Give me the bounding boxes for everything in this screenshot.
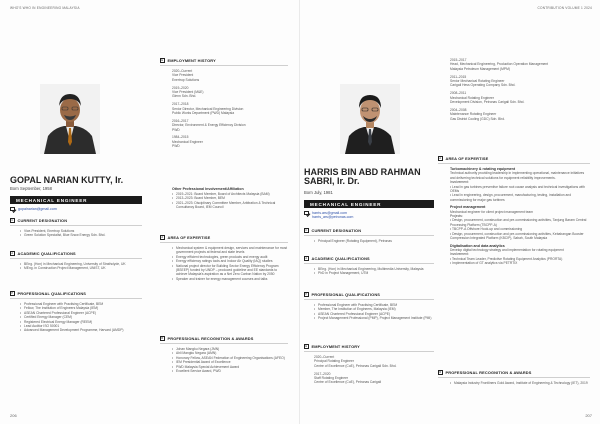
section-current-designation [10, 218, 67, 223]
section-title: PROFESSIONAL RECOGNITION & AWARDS [445, 370, 532, 375]
list-item: • Excellent Service Award, PWD [172, 369, 288, 373]
section-marker: A [161, 236, 164, 239]
expertise-block [450, 167, 590, 202]
employment-entries-continued [450, 58, 590, 124]
section-employment [160, 58, 216, 63]
entry-org: Enertrop Solutions [172, 77, 200, 82]
section-title: AREA OF EXPERTISE [445, 156, 489, 161]
list-item: • Energy efficiency ratings tools and Indoor Air Quality (IAQ) studies [172, 259, 288, 263]
list-item: • 2019–2021: Board Member, Board of Architects Malaysia (BAM) [172, 192, 288, 196]
expertise-heading: Turbomachinery & rotating equipment [450, 167, 516, 171]
expertise-block [450, 244, 590, 266]
expertise-desc: Technical authority providing leadership in implementing operational, maintenance initiatives and delivering technical solutions for equipment reliability improvements. [450, 171, 585, 180]
entry-org: Gas District Cooling (GDC) Sdn. Bhd. [450, 116, 505, 121]
academic-list [20, 262, 140, 271]
list-item: • Energy efficient technologies, green products and energy audit [172, 255, 288, 259]
entry-year: 2004–2008 [450, 107, 467, 112]
expertise-bullet: • Technical Team Leader, Predictive Rotating Equipment Analytics (PRORTA) [450, 256, 563, 261]
entry-org: Public Works Department (PWD) Malaysia [172, 111, 235, 116]
entry-year: 2020–Current [314, 355, 335, 359]
profile-photo [340, 84, 400, 154]
academic-list [314, 267, 432, 276]
entry-role: Head, Mechanical Engineering, Production Operation Management [450, 62, 549, 67]
expertise-heading: Project management [450, 205, 486, 210]
expertise-body [450, 167, 590, 269]
section-expertise [438, 156, 488, 161]
divider [304, 263, 434, 264]
section-academic [304, 256, 370, 261]
divider [438, 163, 590, 164]
expertise-block [450, 205, 590, 240]
recognition-list [450, 381, 590, 385]
list-item: • Mechanical system & equipment design, services and maintenance for most government projects at federal and state levels [172, 246, 288, 255]
expertise-list [172, 246, 288, 281]
entry-role: Staff Rotating Engineer [314, 376, 349, 381]
entry-role: Senior Mechanical Rotating Engineer [450, 79, 505, 84]
expertise-desc: Develop digital technology strategy and implementation for rotating equipment [450, 247, 564, 252]
entry-org: Glenn Sdn. Bhd. [172, 94, 197, 99]
divider [160, 65, 288, 66]
person-name: GOPAL NARIAN KUTTY, Ir. [10, 175, 124, 185]
expertise-bullet: • TBCPP-A Offshore Hook-up and commissioning [450, 227, 523, 232]
list-item: • Registered Electrical Energy Manager (REEM) [20, 320, 138, 324]
entry-org: Malaysia Petroleum Management (MPM) [450, 66, 510, 71]
profile-photo [40, 84, 100, 154]
section-current-designation [304, 228, 361, 233]
employment-entry [314, 372, 432, 385]
list-item: • Professional Engineer with Practising Certificate, BEM [314, 303, 432, 307]
list-item: • 2013–2023: Board Member, BEM [172, 196, 288, 200]
section-professional [10, 291, 86, 296]
employment-entries [314, 355, 432, 388]
birth-info: Born September, 1958 [10, 186, 52, 191]
expertise-bullet: • Design, procurement, construction and pre-commissioning activities, Kebabangan Booster Compression Integrated Platform (KBCIP), Sabah, South Malaysia [450, 231, 584, 241]
list-item: • Certified Energy Manager (CEM) [20, 315, 138, 319]
entry-org: PWD [172, 144, 180, 149]
current-designation-list [314, 239, 432, 243]
entry-year: 2016–2017 [172, 118, 189, 123]
section-marker: P [305, 293, 308, 296]
page-number: 207 [585, 413, 592, 418]
list-item: • 2021–2023: Disciplinary Committee Member, Arbitration & Technical Consultancy Board, IEM Council [172, 201, 288, 210]
expertise-heading: Digitalisation and data analytics [450, 243, 505, 248]
entry-org: PWD [172, 127, 180, 132]
list-item: • Fellow, The Institution of Engineers Malaysia (IEM) [20, 306, 138, 310]
entry-year: 2017–2020 [314, 371, 331, 376]
section-marker: A [305, 257, 308, 260]
list-item: • ASEAN Chartered Professional Engineer (ACPE) [314, 312, 432, 316]
list-item: • Advanced Management Development Programme, Harvard (AMDP) [20, 328, 138, 332]
section-marker: R [161, 337, 164, 340]
section-title: PROFESSIONAL QUALIFICATIONS [17, 291, 87, 296]
section-academic [10, 251, 76, 256]
section-title: ACADEMIC QUALIFICATIONS [17, 251, 76, 256]
email-link[interactable]: gopalnarian@gmail.com [18, 207, 57, 211]
employment-entries [172, 69, 288, 152]
employment-entry [450, 75, 590, 88]
entry-role: Director, Environment & Energy Efficiency Division [172, 123, 246, 128]
entry-org: Centre of Excellence (CoE), Petronas Carigali [314, 380, 382, 385]
portrait-image [40, 84, 100, 154]
email-icon [10, 207, 15, 211]
employment-entry [172, 102, 288, 115]
section-employment [304, 344, 360, 349]
entry-org: Development Division, Petronas Carigali Sdn. Bhd. [450, 100, 525, 105]
running-head: WHO'S WHO IN ENGINEERING MALAYSIA [10, 6, 80, 10]
entry-year: 2008–2011 [450, 91, 467, 96]
list-item: • PWD Malaysia Special Achievement Award [172, 365, 288, 369]
email-links [312, 211, 353, 219]
expertise-desc: Mechanical engineer for client project management team [450, 209, 534, 214]
section-marker: A [11, 252, 14, 255]
entry-year: 2011–2015 [450, 74, 467, 79]
list-item: • BEng. (Hon) in Mechanical Engineering, Multimedia University, Malaysia [314, 267, 432, 271]
divider [10, 225, 142, 226]
divider [10, 298, 142, 299]
entry-role: Vice President (M&E) [172, 90, 204, 95]
section-expertise [160, 235, 210, 240]
employment-entry [450, 58, 590, 71]
role-banner: MECHANICAL ENGINEER [304, 200, 434, 208]
divider [304, 299, 434, 300]
person-name-line1: HARRIS BIN ABD RAHMAN [304, 167, 421, 177]
divider [304, 235, 434, 236]
list-item: • Green Solution Specialist, Blue Snow Energy Sdn. Bhd. [20, 233, 140, 237]
entry-year: 2019–2020 [172, 85, 189, 90]
list-item: • Lead Auditor ISO 50001 [20, 324, 138, 328]
section-professional [304, 292, 380, 297]
employment-entry [172, 86, 288, 99]
birth-info: Born July, 1981 [304, 190, 333, 195]
entry-role: Principal Rotating Engineer [314, 359, 354, 364]
employment-entry [172, 69, 288, 82]
professional-list [314, 303, 432, 321]
current-designation-list [20, 229, 140, 238]
employment-entry [314, 355, 432, 368]
right-page [300, 0, 600, 424]
section-title: ACADEMIC QUALIFICATIONS [311, 256, 370, 261]
list-item: • Ahli Mangku Negara (AMN) [172, 351, 288, 355]
professional-list [20, 302, 138, 333]
entry-year: 1984–2015 [172, 135, 189, 140]
divider [10, 258, 142, 259]
list-item: • Malaysia Industry Frontliners Gold Award, Institute of Engineering & Technology (IET), 2019 [450, 381, 590, 385]
divider [160, 343, 288, 344]
email-row [304, 211, 353, 219]
entry-role: Mechanical Rotating Engineer [450, 95, 494, 100]
other-affiliation-title: Other Professional Involvement/Affiliation [172, 187, 244, 191]
section-title: CURRENT DESIGNATION [311, 228, 362, 233]
section-recognition [438, 370, 532, 375]
section-recognition [160, 336, 254, 341]
list-item: • MEng. in Construction Project Management, UNIST, UK [20, 266, 140, 270]
employment-entry [450, 108, 590, 121]
section-title: PROFESSIONAL RECOGNITION & AWARDS [167, 336, 254, 341]
list-item: • National project director for Building Sector Energy Efficiency Program (BSEEP) funded by UNDP – produced guideline and EE standards to achieve Malaysia's aspiration as a Net Zero Carbon Nation by 2050 [172, 264, 288, 277]
portrait-image [340, 84, 400, 154]
entry-role: Vice President [172, 73, 194, 78]
section-marker: E [161, 59, 164, 62]
list-item: • Johan Mangku Negara (JMN) [172, 347, 288, 351]
list-item: • Vice-President, Enertrop Solutions [20, 229, 140, 233]
list-item: • ASEAN Chartered Professional Engineer (ACPE) [20, 311, 138, 315]
section-marker: C [305, 229, 308, 232]
section-title: EMPLOYMENT HISTORY [311, 344, 360, 349]
section-marker: R [439, 371, 442, 374]
section-title: AREA OF EXPERTISE [167, 235, 211, 240]
expertise-label: Projects: [450, 214, 463, 219]
list-item: • Project Management Professional (PMP), Project Management Institute (PMI) [314, 316, 432, 320]
section-marker: C [11, 219, 14, 222]
section-marker: A [439, 157, 442, 160]
email-icon [304, 211, 309, 215]
section-marker: P [11, 292, 14, 295]
expertise-label: Involvement: [450, 180, 469, 185]
list-item: • IEM Presidential Award of Excellence [172, 360, 288, 364]
entry-role: Senior Director, Mechanical Engineering Division [172, 106, 244, 111]
expertise-bullet: • Design, procurement, construction and pre-commissioning activities, Tanjung Baram Central Processing Platform (TBCPP-A) [450, 218, 587, 227]
expertise-bullet: • Lead in gas turbines preventive failure root cause analysis and technical investigations with OEMs [450, 184, 585, 194]
divider [438, 377, 590, 378]
entry-year: 2015–2017 [450, 58, 467, 62]
person-name-line2: SABRI, Ir. Dr. [304, 176, 360, 187]
divider [160, 242, 288, 243]
entry-org: Centre of Excellence (CoE), Petronas Carigali Sdn. Bhd. [314, 363, 397, 368]
list-item: • PhD in Project Management, UTM [314, 271, 432, 275]
email-row [10, 207, 57, 211]
employment-entry [450, 91, 590, 104]
person-name [304, 168, 421, 187]
employment-entry [172, 135, 288, 148]
list-item: • Speaker and trainer for energy management courses and talks [172, 277, 288, 281]
list-item: • Member, The Institution of Engineers, Malaysia (IEM) [314, 307, 432, 311]
section-title: PROFESSIONAL QUALIFICATIONS [311, 292, 381, 297]
employment-entry [172, 119, 288, 132]
expertise-bullet: • Implementation of GT analytics via PETRTIX [450, 261, 518, 266]
expertise-bullet: • Lead in engineering, design, procurement, manufacturing, testing, installation and commissioning for major gas turbines [450, 193, 572, 202]
list-item: • BEng. (Hon) in Mechanical Engineering, University of Strathclyde, UK [20, 262, 140, 266]
entry-role: Mechanical Engineer [172, 139, 203, 144]
section-title: CURRENT DESIGNATION [17, 218, 68, 223]
role-banner: MECHANICAL ENGINEER [10, 196, 142, 204]
recognition-list [172, 347, 288, 373]
entry-role: Maintenance Rotating Engineer [450, 112, 497, 117]
email-link[interactable]: harris_ars@petronas.com [312, 215, 354, 219]
entry-year: 2017–2018 [172, 102, 189, 107]
other-affiliation-list [172, 192, 288, 210]
section-marker: E [305, 345, 308, 348]
running-head: CONTRIBUTION VOLUME 1 2024 [537, 6, 592, 10]
list-item: • Principal Engineer (Rotating Equipment), Petronas [314, 239, 432, 243]
email-link[interactable]: harris.ars@gmail.com [312, 211, 348, 215]
expertise-label: Involvement: [450, 252, 469, 257]
page-number: 206 [10, 413, 17, 418]
list-item: • Honorary Fellow, ASEAN Federation of Engineering Organisations (AFEO) [172, 356, 288, 360]
entry-year: 2020–Current [172, 69, 193, 73]
section-title: EMPLOYMENT HISTORY [167, 58, 216, 63]
list-item: • Professional Engineer with Practising Certificate, BEM [20, 302, 138, 306]
entry-org: Carigali Hess Operating Company Sdn. Bhd. [450, 83, 516, 88]
divider [304, 351, 434, 352]
